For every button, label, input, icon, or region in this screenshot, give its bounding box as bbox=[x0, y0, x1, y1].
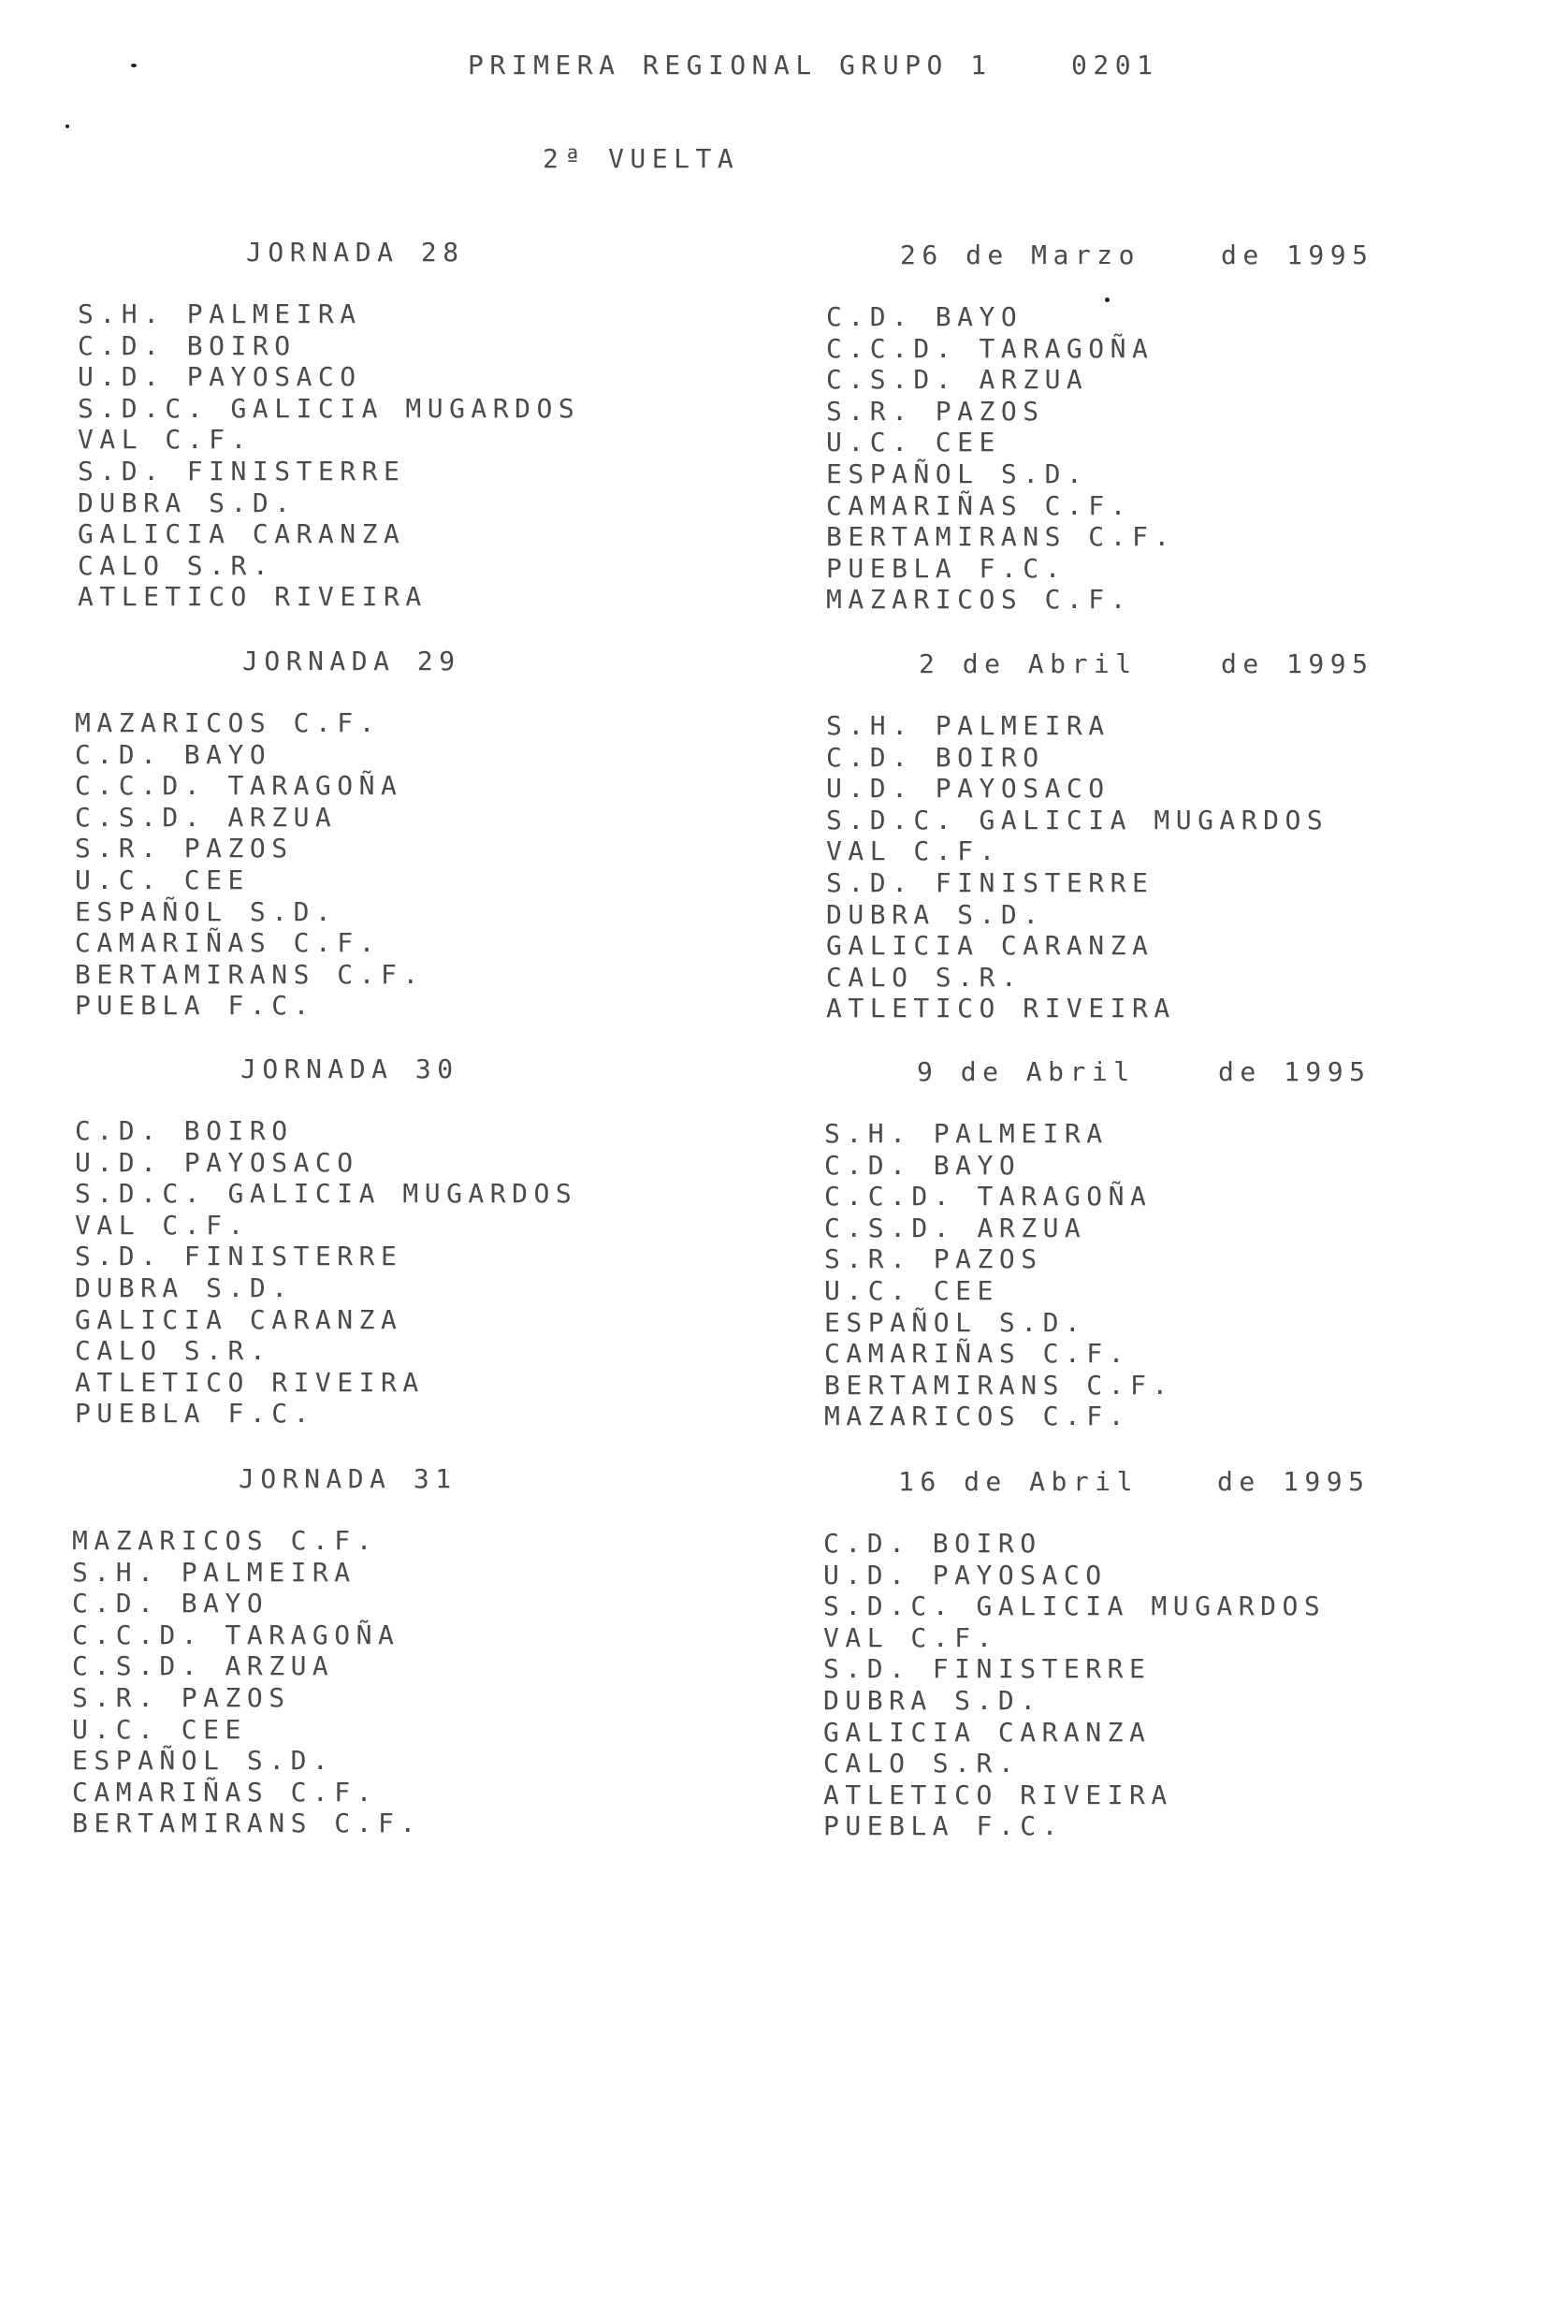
away-team: U.D. PAYOSACO bbox=[823, 1559, 1108, 1590]
home-team: U.C. CEE bbox=[72, 1713, 247, 1745]
home-team: PUEBLA F.C. bbox=[75, 990, 315, 1022]
jornada-label: JORNADA 31 bbox=[239, 1463, 457, 1494]
away-team: DUBRA S.D. bbox=[823, 1685, 1042, 1716]
home-team: MAZARICOS C.F. bbox=[75, 707, 382, 738]
scan-speck bbox=[1105, 298, 1110, 302]
home-team: CALO S.R. bbox=[78, 549, 275, 581]
home-team: BERTAMIRANS C.F. bbox=[72, 1808, 422, 1839]
away-team: S.D.C. GALICIA MUGARDOS bbox=[826, 804, 1329, 835]
home-team: ATLETICO RIVEIRA bbox=[78, 581, 428, 613]
document-code: 0201 bbox=[1071, 50, 1159, 80]
away-team: CALO S.R. bbox=[823, 1748, 1021, 1779]
home-team: CAMARIÑAS C.F. bbox=[72, 1776, 379, 1808]
home-team: C.S.D. ARZUA bbox=[75, 801, 338, 833]
away-team: GALICIA CARANZA bbox=[823, 1716, 1152, 1748]
away-team: ATLETICO RIVEIRA bbox=[826, 993, 1176, 1024]
away-team: MAZARICOS C.F. bbox=[824, 1401, 1131, 1432]
home-team: BERTAMIRANS C.F. bbox=[75, 958, 425, 990]
away-team: C.S.D. ARZUA bbox=[826, 364, 1089, 396]
home-team: S.D. FINISTERRE bbox=[78, 456, 406, 487]
away-team: CAMARIÑAS C.F. bbox=[826, 489, 1133, 521]
away-team: GALICIA CARANZA bbox=[826, 930, 1154, 962]
away-team: ESPAÑOL S.D. bbox=[826, 458, 1089, 489]
home-team: S.D.C. GALICIA MUGARDOS bbox=[78, 392, 581, 424]
away-team: C.D. BOIRO bbox=[823, 1528, 1042, 1559]
away-team: U.C. CEE bbox=[826, 427, 1001, 458]
home-team: S.D. FINISTERRE bbox=[75, 1241, 403, 1272]
away-team: BERTAMIRANS C.F. bbox=[824, 1369, 1174, 1401]
home-team: S.D.C. GALICIA MUGARDOS bbox=[75, 1178, 578, 1210]
home-team: S.H. PALMEIRA bbox=[78, 298, 362, 329]
jornada-year: de 1995 bbox=[1221, 648, 1374, 679]
home-team: C.D. BOIRO bbox=[75, 1115, 294, 1146]
jornada-date: 2 de Abril bbox=[919, 648, 1138, 679]
jornada-date: 26 de Marzo bbox=[900, 240, 1140, 270]
away-team: PUEBLA F.C. bbox=[826, 552, 1067, 584]
home-team: DUBRA S.D. bbox=[75, 1272, 294, 1303]
document-title: PRIMERA REGIONAL GRUPO 1 bbox=[468, 50, 993, 80]
home-team: VAL C.F. bbox=[78, 424, 253, 456]
away-team: CAMARIÑAS C.F. bbox=[824, 1338, 1131, 1370]
jornada-label: JORNADA 28 bbox=[246, 237, 465, 268]
away-team: C.D. BOIRO bbox=[826, 741, 1045, 773]
home-team: GALICIA CARANZA bbox=[75, 1303, 403, 1335]
round-label: 2ª VUELTA bbox=[543, 143, 740, 174]
home-team: U.D. PAYOSACO bbox=[75, 1146, 359, 1178]
away-team: S.H. PALMEIRA bbox=[826, 710, 1111, 741]
home-team: ATLETICO RIVEIRA bbox=[75, 1366, 425, 1398]
away-team: S.D. FINISTERRE bbox=[826, 867, 1154, 898]
away-team: S.R. PAZOS bbox=[824, 1243, 1043, 1275]
away-team: DUBRA S.D. bbox=[826, 898, 1045, 930]
away-team: U.D. PAYOSACO bbox=[826, 773, 1111, 805]
away-team: S.H. PALMEIRA bbox=[824, 1118, 1109, 1149]
home-team: ESPAÑOL S.D. bbox=[75, 895, 338, 927]
home-team: C.D. BAYO bbox=[75, 738, 272, 770]
home-team: C.C.D. TARAGOÑA bbox=[75, 770, 403, 802]
away-team: C.C.D. TARAGOÑA bbox=[824, 1181, 1153, 1213]
jornada-label: JORNADA 29 bbox=[242, 646, 461, 676]
jornada-date: 9 de Abril bbox=[917, 1056, 1136, 1087]
home-team: C.C.D. TARAGOÑA bbox=[72, 1619, 400, 1650]
jornada-label: JORNADA 30 bbox=[240, 1053, 459, 1084]
away-team: C.D. BAYO bbox=[826, 301, 1024, 332]
home-team: MAZARICOS C.F. bbox=[72, 1525, 379, 1556]
away-team: PUEBLA F.C. bbox=[823, 1810, 1064, 1842]
home-team: PUEBLA F.C. bbox=[75, 1398, 315, 1430]
home-team: GALICIA CARANZA bbox=[78, 518, 406, 550]
away-team: S.D. FINISTERRE bbox=[823, 1653, 1152, 1685]
home-team: C.D. BOIRO bbox=[78, 329, 297, 361]
away-team: MAZARICOS C.F. bbox=[826, 584, 1133, 616]
away-team: ATLETICO RIVEIRA bbox=[823, 1779, 1173, 1810]
home-team: U.C. CEE bbox=[75, 864, 250, 895]
home-team: CAMARIÑAS C.F. bbox=[75, 927, 382, 959]
away-team: C.C.D. TARAGOÑA bbox=[826, 332, 1154, 364]
away-team: VAL C.F. bbox=[826, 835, 1001, 867]
scan-speck bbox=[65, 124, 69, 128]
home-team: VAL C.F. bbox=[75, 1209, 250, 1241]
away-team: VAL C.F. bbox=[823, 1621, 998, 1653]
home-team: CALO S.R. bbox=[75, 1335, 272, 1367]
away-team: ESPAÑOL S.D. bbox=[824, 1306, 1087, 1338]
away-team: U.C. CEE bbox=[824, 1275, 999, 1306]
away-team: C.D. BAYO bbox=[824, 1149, 1022, 1181]
away-team: BERTAMIRANS C.F. bbox=[826, 521, 1176, 553]
away-team: C.S.D. ARZUA bbox=[824, 1212, 1087, 1243]
jornada-year: de 1995 bbox=[1217, 1466, 1371, 1497]
home-team: S.R. PAZOS bbox=[72, 1682, 291, 1713]
scan-speck bbox=[131, 64, 137, 67]
jornada-year: de 1995 bbox=[1221, 240, 1374, 270]
away-team: S.R. PAZOS bbox=[826, 395, 1045, 427]
home-team: ESPAÑOL S.D. bbox=[72, 1745, 335, 1777]
home-team: S.R. PAZOS bbox=[75, 833, 294, 864]
home-team: C.S.D. ARZUA bbox=[72, 1650, 335, 1682]
away-team: CALO S.R. bbox=[826, 961, 1024, 993]
home-team: C.D. BAYO bbox=[72, 1588, 269, 1620]
home-team: S.H. PALMEIRA bbox=[72, 1556, 356, 1588]
away-team: S.D.C. GALICIA MUGARDOS bbox=[823, 1590, 1327, 1622]
jornada-year: de 1995 bbox=[1218, 1056, 1372, 1087]
jornada-date: 16 de Abril bbox=[898, 1466, 1139, 1497]
home-team: DUBRA S.D. bbox=[78, 487, 297, 518]
home-team: U.D. PAYOSACO bbox=[78, 361, 362, 393]
